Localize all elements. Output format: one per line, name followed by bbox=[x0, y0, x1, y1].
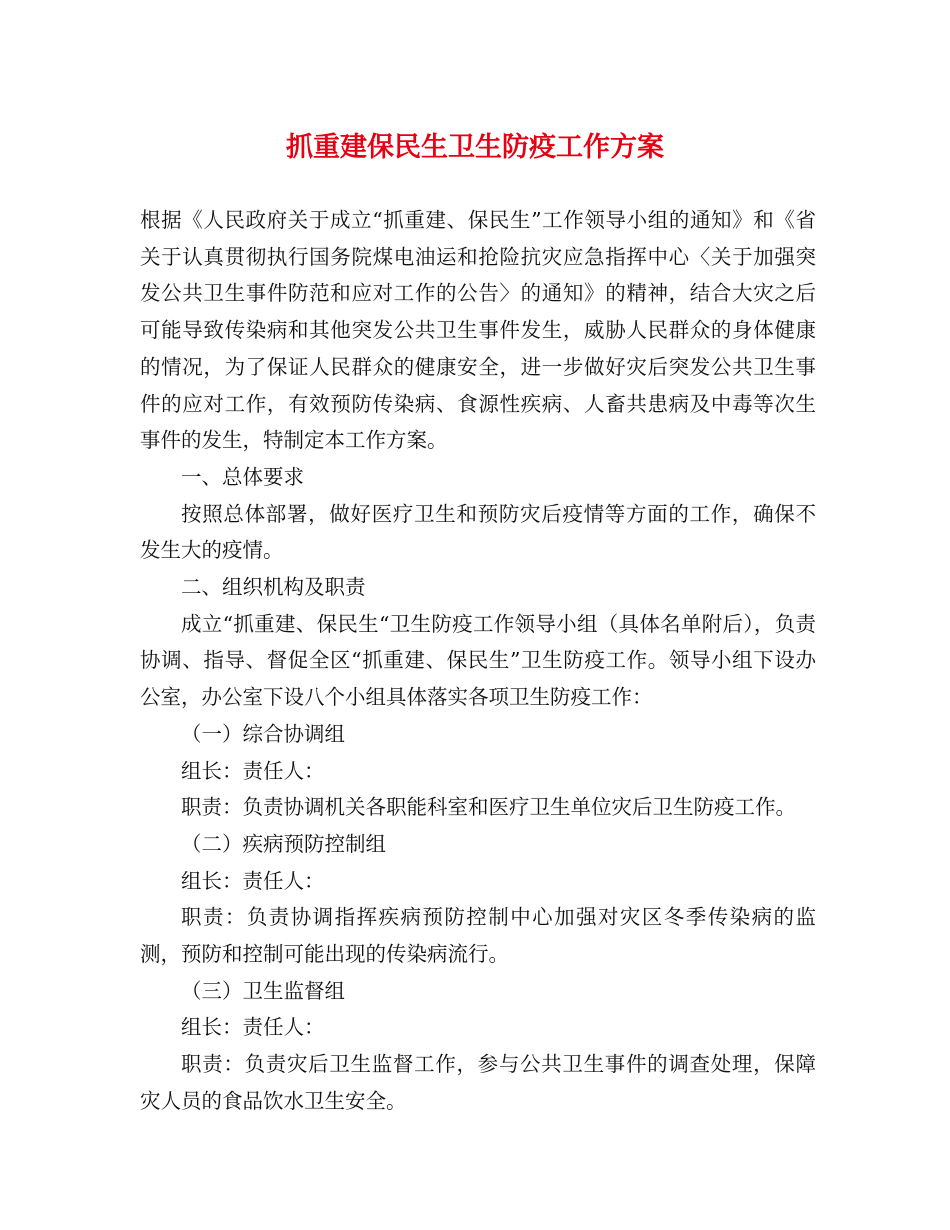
section-heading-organization: 二、组织机构及职责 bbox=[181, 575, 366, 600]
leader-line-coordination: 组长：责任人： bbox=[181, 758, 325, 783]
subsection-heading-disease-control: （二）疾病预防控制组 bbox=[181, 831, 386, 856]
subsection-heading-coordination: （一）综合协调组 bbox=[181, 721, 345, 746]
duty-line-health-supervision: 职责：负责灾后卫生监督工作，参与公共卫生事件的调查处理，保障灾人员的食品饮水卫生安全。 bbox=[140, 1052, 816, 1113]
paragraph-organization: 成立“抓重建、保民生“卫生防疫工作领导小组（具体名单附后），负责协调、指导、督促全区“抓重建、保民生”卫生防疫工作。领导小组下设办公室，办公室下设八个小组具体落实各项卫生防疫工作： bbox=[140, 611, 816, 710]
page-title: 抓重建保民生卫生防疫工作方案 bbox=[286, 132, 664, 163]
duty-line-coordination: 职责：负责协调机关各职能科室和医疗卫生单位灾后卫生防疫工作。 bbox=[181, 795, 796, 820]
duty-line-disease-control: 职责：负责协调指挥疾病预防控制中心加强对灾区冬季传染病的监测，预防和控制可能出现的传染病流行。 bbox=[140, 905, 816, 967]
section-heading-general-requirements: 一、总体要求 bbox=[181, 464, 304, 489]
leader-line-health-supervision: 组长：责任人： bbox=[181, 1015, 325, 1040]
paragraph-intro: 根据《人民政府关于成立“抓重建、保民生”工作领导小组的通知》和《省关于认真贯彻执行国务院煤电油运和抢险抗灾应急指挥中心〈关于加强突发公共卫生事件防范和应对工作的公告〉的通知》的精神，结合大灾之后可能导致传染病和其他突发公共卫生事件发生，威胁人民群众的身体健康的情况，为了保证人民群众的健康安全，进一步做好灾后突发公共卫生事件的应对工作，有效预防传染病、食源性疾病、人畜共患病及中毒等次生事件的发生，特制定本工作方案。 bbox=[140, 208, 816, 453]
leader-line-disease-control: 组长：责任人： bbox=[181, 868, 325, 893]
document-body bbox=[140, 202, 816, 1120]
paragraph-general-requirements: 按照总体部署，做好医疗卫生和预防灾后疫情等方面的工作，确保不发生大的疫情。 bbox=[140, 501, 816, 563]
subsection-heading-health-supervision: （三）卫生监督组 bbox=[181, 978, 345, 1003]
